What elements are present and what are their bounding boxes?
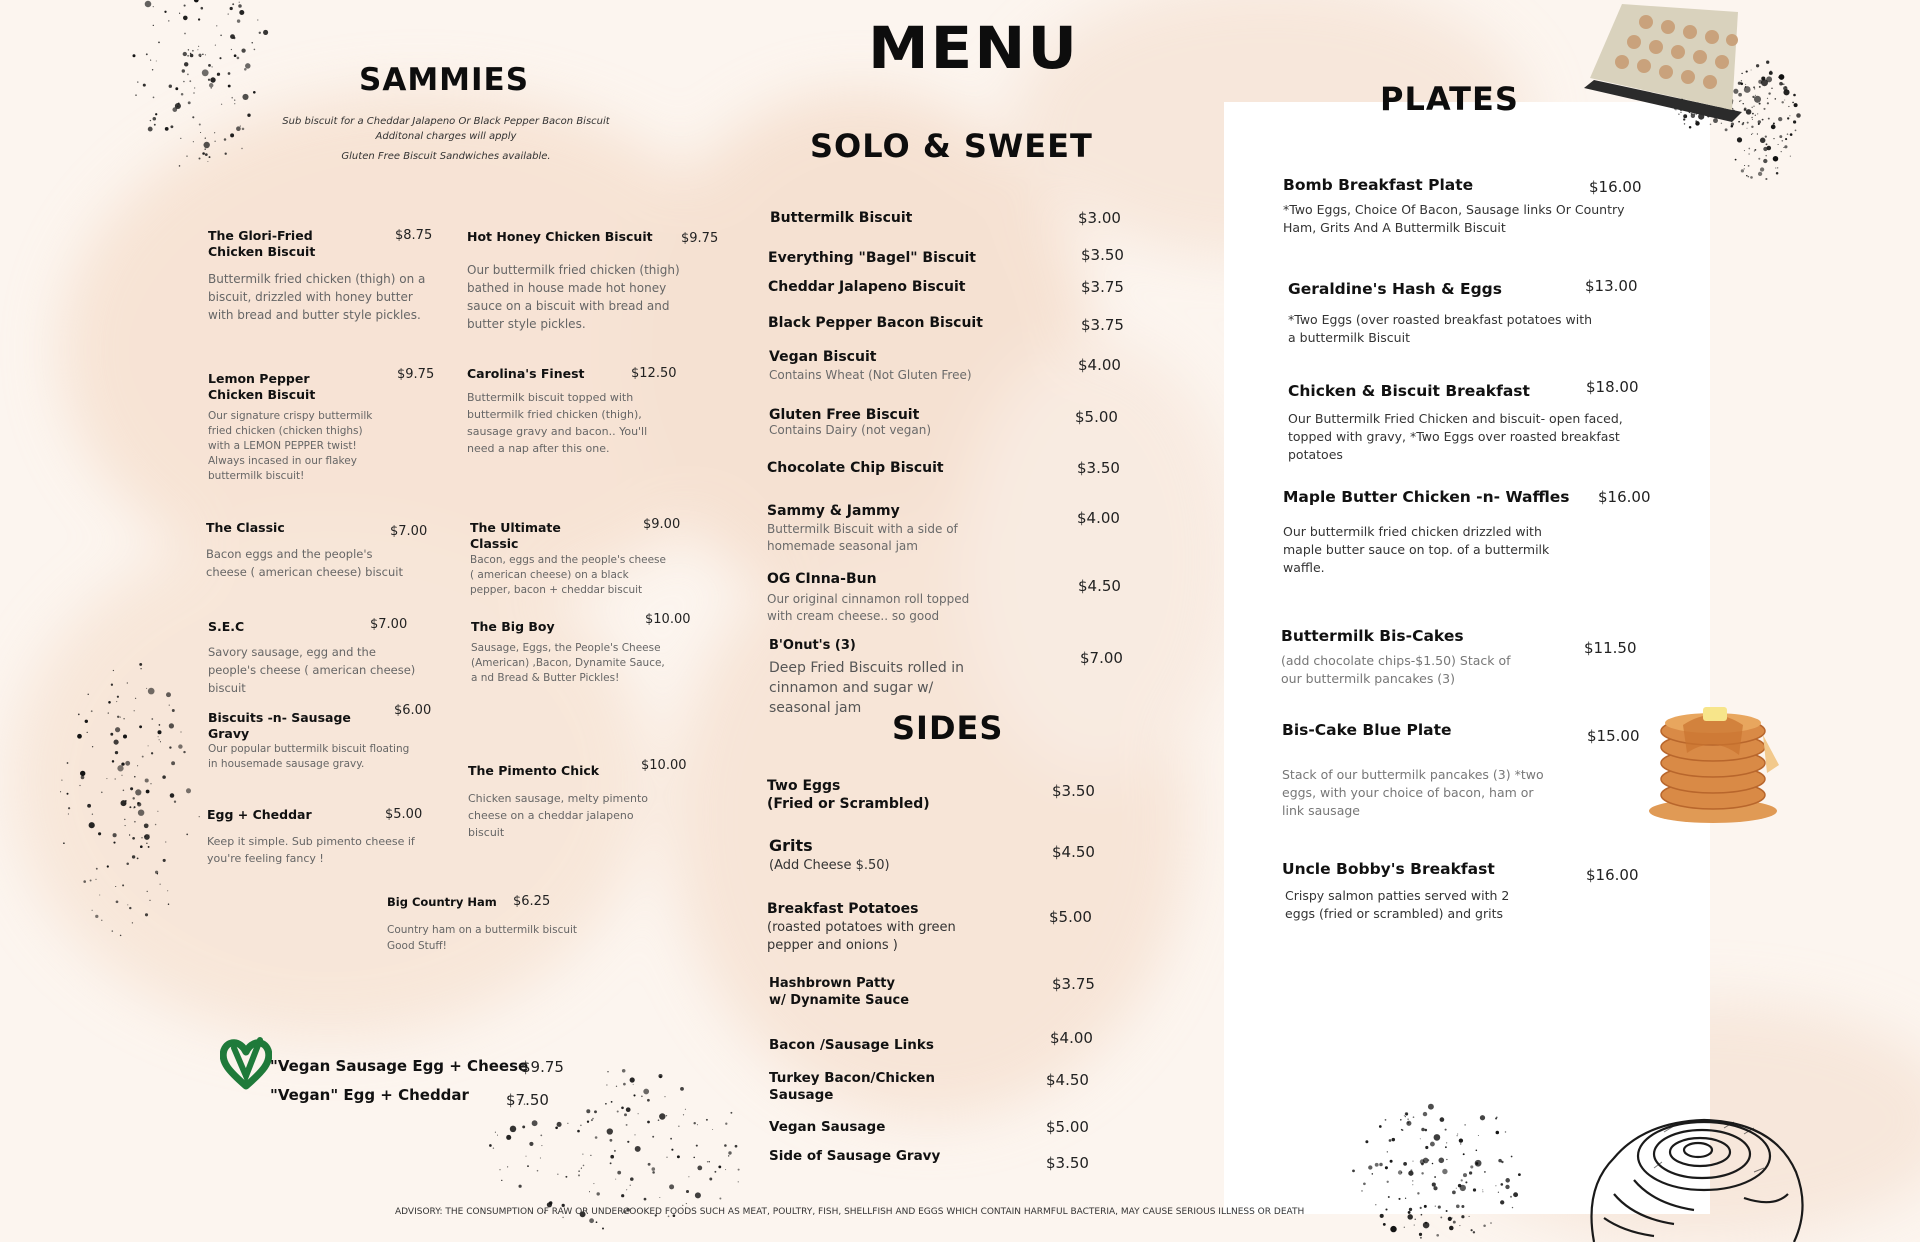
item-price: $5.00: [1046, 1118, 1089, 1136]
item-name: Turkey Bacon/Chicken: [769, 1070, 936, 1086]
menu-item: [1288, 279, 1658, 347]
item-name: Maple Butter Chicken -n- Waffles: [1283, 488, 1570, 506]
item-name: Cheddar Jalapeno Biscuit: [768, 279, 966, 295]
item-description: Bacon eggs and the people's cheese ( american cheese) biscuit: [206, 547, 403, 579]
item-description: Contains Wheat (Not Gluten Free): [769, 368, 972, 382]
item-price: $4.00: [1050, 1029, 1093, 1047]
item-price: $15.00: [1587, 727, 1640, 745]
item-price: $5.00: [1049, 908, 1092, 926]
item-price: $3.00: [1078, 209, 1121, 227]
item-name: Bacon /Sausage Links: [769, 1037, 934, 1053]
item-name: Sammy & Jammy: [767, 503, 900, 519]
item-price: $9.00: [643, 517, 681, 532]
menu-item: [768, 278, 1128, 296]
vegan-heart-icon: [220, 1036, 272, 1090]
item-price: $7.50: [506, 1091, 549, 1109]
menu-item: [1282, 720, 1662, 820]
item-price: $4.00: [1078, 356, 1121, 374]
item-description: Contains Dairy (not vegan): [769, 423, 932, 437]
item-description: (roasted potatoes with green pepper and onions ): [767, 920, 956, 953]
item-name-line2: w/ Dynamite Sauce: [769, 993, 910, 1008]
menu-item: [467, 229, 719, 333]
item-description: Country ham on a buttermilk biscuit Good Stuff!: [387, 924, 578, 952]
menu-item: [767, 570, 1127, 625]
item-price: $16.00: [1589, 178, 1642, 196]
item-description: Our Buttermilk Fried Chicken and biscuit- open faced, topped with gravy, *Two Eggs over roasted breakfast potatoes: [1288, 411, 1623, 462]
menu-item: [769, 975, 1099, 1009]
item-price: $7.00: [1080, 649, 1123, 667]
item-name: Egg + Cheddar: [207, 807, 312, 822]
item-price: $12.50: [631, 366, 677, 381]
item-price: $3.50: [1052, 782, 1095, 800]
item-price: $3.75: [1081, 316, 1124, 334]
item-name: Chocolate Chip Biscuit: [767, 460, 944, 476]
item-name: Uncle Bobby's Breakfast: [1282, 860, 1495, 878]
item-description: Savory sausage, egg and the people's cheese ( american cheese) biscuit: [208, 645, 416, 695]
menu-item: [208, 619, 418, 697]
menu-item: [1283, 487, 1663, 577]
menu-item: [768, 314, 1128, 332]
menu-item: [1282, 859, 1662, 923]
menu-item: [207, 807, 423, 867]
item-price: $16.00: [1598, 488, 1651, 506]
menu-item: [769, 1070, 1099, 1104]
item-description: Our signature crispy buttermilk fried chicken (chicken thighs) with a LEMON PEPPER twist! Always incased in our flakey buttermilk biscuit!: [208, 410, 373, 482]
menu-item: [1288, 378, 1668, 464]
item-name: Carolina's Finest: [467, 366, 585, 381]
item-description: Keep it simple. Sub pimento cheese if you're feeling fancy !: [207, 835, 415, 865]
item-name: Breakfast Potatoes: [767, 901, 919, 917]
item-price: $4.50: [1052, 843, 1095, 861]
item-price: $3.75: [1052, 975, 1095, 993]
item-description: Stack of our buttermilk pancakes (3) *two eggs, with your choice of bacon, ham or link sausage: [1282, 767, 1544, 818]
pancake-stack-icon: [1643, 695, 1789, 827]
menu-item: [470, 517, 681, 598]
item-description: Our original cinnamon roll topped with cream cheese.. so good: [767, 592, 970, 623]
item-name-line2: Sausage: [769, 1087, 834, 1103]
item-description: Deep Fried Biscuits rolled in cinnamon and sugar w/ seasonal jam: [769, 660, 964, 716]
item-name: Chicken & Biscuit Breakfast: [1288, 382, 1530, 400]
menu-item: [769, 836, 1099, 875]
menu-item: [767, 459, 1127, 477]
item-price: $6.00: [394, 703, 432, 718]
item-description: Chicken sausage, melty pimento cheese on a cheddar jalapeno biscuit: [468, 792, 649, 839]
menu-item: [1283, 175, 1653, 237]
item-description: *Two Eggs (over roasted breakfast potatoes with a buttermilk Biscuit: [1288, 312, 1593, 345]
solo-sweet-heading: SOLO & SWEET: [810, 127, 1093, 165]
item-price: $4.00: [1077, 509, 1120, 527]
item-name: "Vegan" Egg + Cheddar: [270, 1086, 469, 1104]
item-price: $18.00: [1586, 378, 1639, 396]
menu-item: [208, 228, 433, 324]
menu-item: [208, 703, 432, 772]
item-name: Buttermilk Biscuit: [770, 210, 913, 226]
item-name: The Glori-Fried Chicken Biscuit: [208, 228, 316, 259]
menu-item: [767, 502, 1127, 555]
item-name: Black Pepper Bacon Biscuit: [768, 315, 983, 331]
item-price: $9.75: [681, 231, 719, 246]
sammies-note: Sub biscuit for a Cheddar Jalapeno Or Black Pepper Bacon Biscuit: [282, 116, 610, 127]
item-price: $3.50: [1077, 459, 1120, 477]
item-name: Two Eggs: [767, 778, 841, 794]
item-name: The Pimento Chick: [468, 763, 600, 778]
item-price: $7.00: [390, 524, 428, 539]
item-name: The Big Boy: [471, 619, 555, 634]
menu-item: [769, 1147, 1099, 1172]
item-price: $4.50: [1078, 577, 1121, 595]
item-name: Gluten Free Biscuit: [769, 407, 920, 423]
item-name: Vegan Sausage: [769, 1119, 886, 1135]
item-price: $3.50: [1046, 1154, 1089, 1172]
item-price: $16.00: [1586, 866, 1639, 884]
item-description: *Two Eggs, Choice Of Bacon, Sausage links Or Country Ham, Grits And A Buttermilk Biscuit: [1283, 202, 1625, 235]
item-price: $7.00: [370, 617, 408, 632]
item-price: $8.75: [395, 228, 433, 243]
item-price: $5.00: [1075, 408, 1118, 426]
item-name: Bomb Breakfast Plate: [1283, 176, 1474, 194]
menu-title: MENU: [867, 14, 1080, 82]
menu-item: [769, 406, 1129, 439]
item-name: Everything "Bagel" Biscuit: [768, 250, 976, 266]
item-name: Bis-Cake Blue Plate: [1282, 721, 1452, 739]
item-description: Bacon, eggs and the people's cheese ( american cheese) on a black pepper, bacon + cheddar biscuit: [470, 554, 666, 596]
menu-item: [387, 894, 587, 954]
item-description: Our buttermilk fried chicken (thigh) bathed in house made hot honey sauce on a biscuit with bread and butter style pickles.: [467, 263, 680, 331]
menu-item: [1281, 626, 1661, 688]
item-price: $6.25: [513, 894, 551, 909]
item-name: Geraldine's Hash & Eggs: [1288, 280, 1502, 298]
item-price: $9.75: [521, 1058, 564, 1076]
item-price: $10.00: [645, 612, 691, 627]
item-description: Our popular buttermilk biscuit floating in housemade sausage gravy.: [208, 743, 410, 770]
biscuits-tray-icon: [1582, 4, 1742, 130]
item-name: B'Onut's (3): [769, 638, 856, 653]
sammies-note: Additonal charges will apply: [375, 131, 517, 142]
item-description: (add chocolate chips-$1.50) Stack of our buttermilk pancakes (3): [1281, 653, 1511, 686]
item-price: $4.50: [1046, 1071, 1089, 1089]
menu-item: [270, 1086, 570, 1109]
menu-item: [769, 348, 1129, 384]
item-price: $9.75: [397, 367, 435, 382]
item-name: "Vegan Sausage Egg + Cheese: [270, 1057, 529, 1075]
item-name: The Ultimate Classic: [470, 520, 561, 551]
item-description: Buttermilk biscuit topped with buttermilk fried chicken (thigh), sausage gravy and bacon.. You'll need a nap after this one.: [467, 391, 648, 455]
menu-item: [770, 209, 1130, 227]
menu-item: [767, 900, 1097, 955]
menu-item: [769, 637, 1129, 718]
menu-item: [769, 1118, 1099, 1136]
item-name-line2: (Fried or Scrambled): [767, 796, 930, 812]
item-price: $5.00: [385, 807, 423, 822]
menu-item: [208, 367, 435, 484]
item-name: Vegan Biscuit: [769, 349, 877, 365]
item-price: $10.00: [641, 758, 687, 773]
item-name: Big Country Ham: [387, 895, 497, 909]
item-price: $3.50: [1081, 246, 1124, 264]
sammies-note: Gluten Free Biscuit Sandwiches available.: [341, 151, 551, 162]
item-name: S.E.C: [208, 619, 245, 634]
cinnamon-roll-icon: [1574, 1098, 1820, 1242]
menu-item: [767, 777, 1097, 813]
menu-item: [768, 246, 1128, 267]
menu-item: [270, 1058, 570, 1074]
item-description: Sausage, Eggs, the People's Cheese (American) ,Bacon, Dynamite Sauce, a nd Bread & Butter Pickles!: [471, 642, 665, 684]
item-name: Biscuits -n- Sausage Gravy: [208, 710, 351, 741]
menu-item: [769, 1029, 1099, 1054]
item-name: Lemon Pepper Chicken Biscuit: [208, 371, 316, 402]
item-price: $11.50: [1584, 639, 1637, 657]
item-description: Our buttermilk fried chicken drizzled with maple butter sauce on top. of a buttermilk waffle.: [1283, 524, 1550, 575]
item-description: Buttermilk fried chicken (thigh) on a biscuit, drizzled with honey butter with bread and butter style pickles.: [208, 272, 426, 322]
item-description: Crispy salmon patties served with 2 eggs (fried or scrambled) and grits: [1285, 888, 1510, 921]
menu-item: [206, 520, 428, 581]
plates-heading: PLATES: [1380, 80, 1519, 118]
item-description: (Add Cheese $.50): [769, 858, 890, 873]
menu-item: [468, 758, 687, 841]
item-name: Buttermilk Bis-Cakes: [1281, 627, 1464, 645]
item-name: Hashbrown Patty: [769, 976, 895, 991]
item-name: OG CInna-Bun: [767, 571, 877, 587]
item-name: Side of Sausage Gravy: [769, 1148, 941, 1164]
item-description: Buttermilk Biscuit with a side of homemade seasonal jam: [767, 522, 958, 553]
item-price: $13.00: [1585, 277, 1638, 295]
item-name: Hot Honey Chicken Biscuit: [467, 229, 653, 244]
sammies-heading: SAMMIES: [359, 62, 530, 98]
item-name: The Classic: [206, 520, 285, 535]
item-price: $3.75: [1081, 278, 1124, 296]
sides-heading: SIDES: [892, 709, 1004, 747]
menu-item: [467, 366, 677, 457]
item-name: Grits: [769, 836, 813, 855]
advisory-note: ADVISORY: THE CONSUMPTION OF RAW OR UNDERCOOKED FOODS SUCH AS MEAT, POULTRY, FISH, SHELLFISH AND EGGS WHICH CONTAIN HARMFUL BACTERIA, MAY CAUSE SERIOUS ILLNESS OR DEATH: [395, 1207, 1305, 1217]
menu-item: [471, 612, 691, 686]
